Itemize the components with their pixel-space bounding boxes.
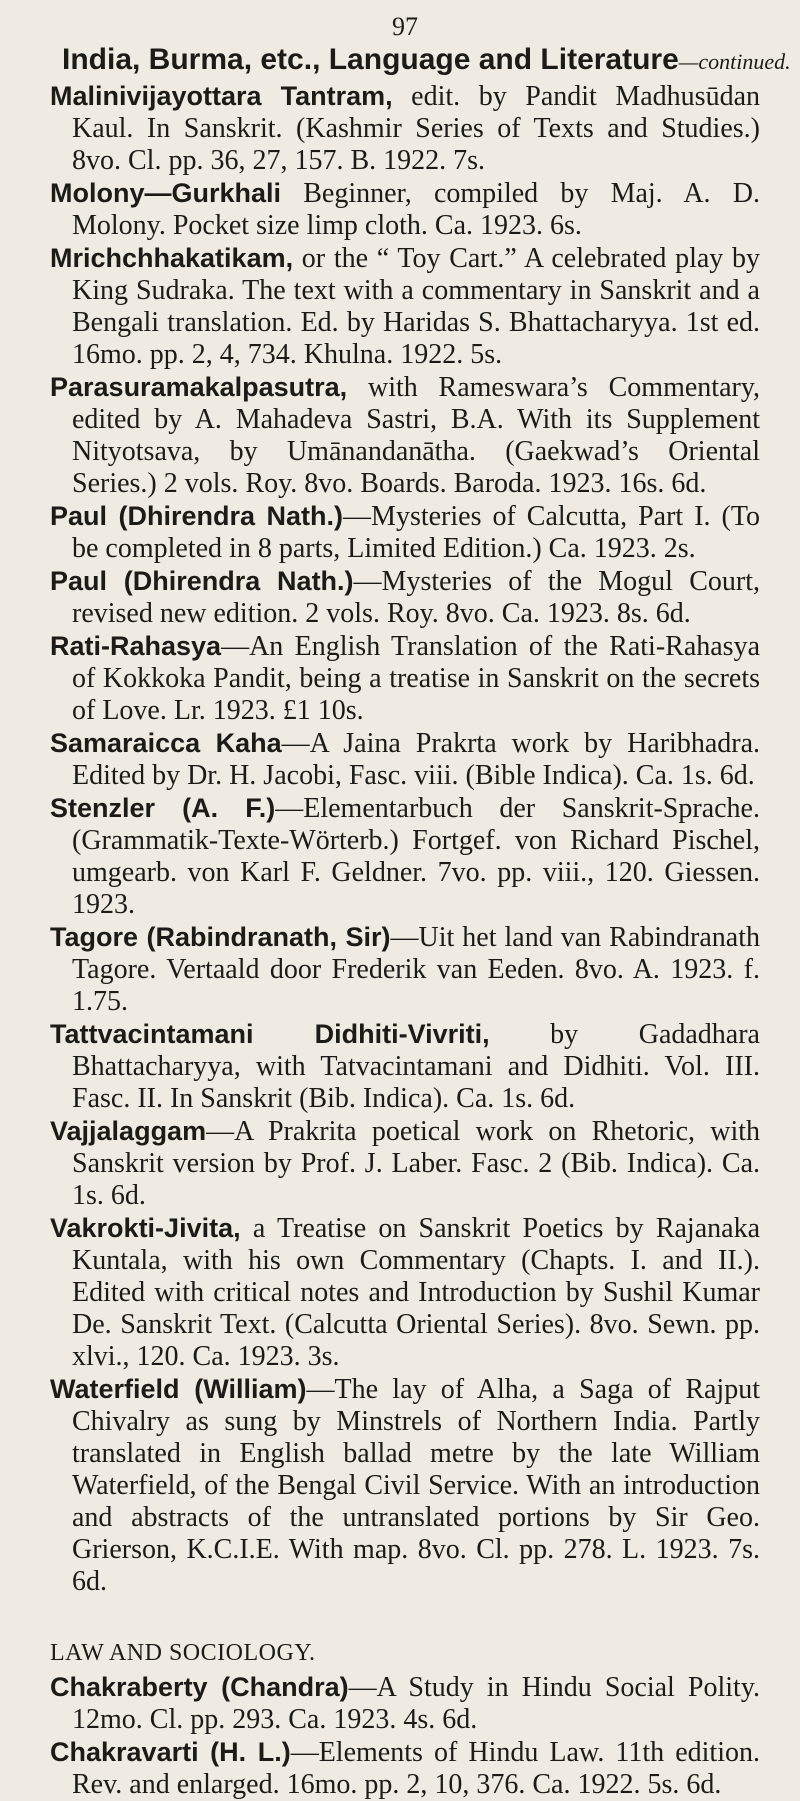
catalogue-entry bbox=[50, 242, 760, 371]
entry-description: by Gadadhara Bhattacharyya, with Tatvacintamani and Didhiti. Vol. III. Fasc. II. In Sanskrit (Bib. Indica). Ca. 1s. 6d. bbox=[72, 1019, 760, 1114]
entry-description: —A Jaina Prakrta work by Haribhadra. Edited by Dr. H. Jacobi, Fasc. viii. (Bible Indica). Ca. 1s. 6d. bbox=[72, 728, 760, 791]
catalogue-entry bbox=[50, 371, 760, 500]
catalogue-entry bbox=[50, 1018, 760, 1115]
entry-heading: Samaraicca Kaha bbox=[50, 728, 282, 758]
entry-heading: Malinivijayottara Tantram, bbox=[50, 81, 393, 111]
catalogue-entry bbox=[50, 921, 760, 1018]
running-head-title: India, Burma, etc., Language and Literature bbox=[62, 43, 679, 76]
entry-heading: Vajjalaggam bbox=[50, 1116, 207, 1146]
entry-description: —Mysteries of Calcutta, Part I. (To be completed in 8 parts, Limited Edition.) Ca. 1923. 2s. bbox=[72, 501, 761, 564]
entry-heading: Stenzler (A. F.) bbox=[50, 793, 276, 823]
entry-description: or the “ Toy Cart.” A celebrated play by King Sudraka. The text with a commentary in Sanskrit and a Bengali translation. Ed. by Haridas S. Bhattacharyya. 1st ed. 16mo. pp. 2, 4, 734. Khulna. 1922. 5s. bbox=[72, 243, 760, 370]
entry-heading: Paul (Dhirendra Nath.) bbox=[50, 566, 354, 596]
entry-heading: Paul (Dhirendra Nath.) bbox=[50, 501, 344, 531]
entry-heading: Chakravarti (H. L.) bbox=[50, 1737, 291, 1767]
entry-heading: Mrichchhakatikam, bbox=[50, 243, 294, 273]
catalogue-entry bbox=[50, 792, 760, 921]
entry-description: —Elements of Hindu Law. 11th edition. Rev. and enlarged. 16mo. pp. 2, 10, 376. Ca. 1922. 5s. 6d. bbox=[72, 1737, 760, 1800]
entry-description: —An English Translation of the Rati-Rahasya of Kokkoka Pandit, being a treatise in Sanskrit on the secrets of Love. Lr. 1923. £1 10s. bbox=[72, 631, 760, 726]
entry-heading: Waterfield (William) bbox=[50, 1374, 307, 1404]
page-number: 97 bbox=[392, 12, 418, 41]
entry-heading: Chakraberty (Chandra) bbox=[50, 1672, 349, 1702]
entry-list bbox=[50, 80, 760, 1598]
entry-description: —The lay of Alha, a Saga of Rajput Chivalry as sung by Minstrels of Northern India. Partly translated in English ballad metre by the late William Waterfield, of the Bengal Civil Service. With an introduction and abstracts of the untranslated portions by Sir Geo. Grierson, K.C.I.E. With map. 8vo. Cl. pp. 278. L. 1923. 7s. 6d. bbox=[72, 1374, 760, 1597]
entry-heading: Tagore (Rabindranath, Sir) bbox=[50, 922, 391, 952]
catalogue-entry bbox=[50, 1115, 760, 1212]
running-head bbox=[62, 42, 791, 80]
entry-description: with Rameswara’s Commentary, edited by A. Mahadeva Sastri, B.A. With its Supplement Nityotsava, by Umānandanātha. (Gaekwad’s Oriental Series.) 2 vols. Roy. 8vo. Boards. Baroda. 1923. 16s. 6d. bbox=[72, 372, 760, 499]
catalogue-entry bbox=[50, 1212, 760, 1373]
entry-description: a Treatise on Sanskrit Poetics by Rajanaka Kuntala, with his own Commentary (Chapts. I. and II.). Edited with critical notes and Introduction by Sushil Kumar De. Sanskrit Text. (Calcutta Oriental Series). 8vo. Sewn. pp. xlvi., 120. Ca. 1923. 3s. bbox=[72, 1213, 760, 1372]
running-head-continued: —continued. bbox=[678, 49, 791, 74]
catalogue-entry bbox=[50, 1736, 760, 1801]
catalogue-entry bbox=[50, 80, 760, 177]
entry-heading: Parasuramakalpasutra, bbox=[50, 372, 348, 402]
entry-heading: Vakrokti-Jivita, bbox=[50, 1213, 241, 1243]
entry-description: —Elementarbuch der Sanskrit-Sprache. (Grammatik-Texte-Wörterb.) Fortgef. von Richard Pischel, umgearb. von Karl F. Geldner. 7vo. pp. viii., 120. Giessen. 1923. bbox=[72, 793, 760, 920]
catalogue-entry bbox=[50, 1671, 760, 1736]
catalogue-entry bbox=[50, 727, 760, 792]
catalogue-entry bbox=[50, 1373, 760, 1598]
catalogue-entry bbox=[50, 500, 760, 565]
entry-description: —Uit het land van Rabindranath Tagore. Vertaald door Frederik van Eeden. 8vo. A. 1923. f. 1.75. bbox=[72, 922, 760, 1017]
entry-description: —A Study in Hindu Social Polity. 12mo. Cl. pp. 293. Ca. 1923. 4s. 6d. bbox=[72, 1672, 760, 1735]
entry-description: Beginner, compiled by Maj. A. D. Molony. Pocket size limp cloth. Ca. 1923. 6s. bbox=[72, 178, 760, 241]
section-title: LAW AND SOCIOLOGY. bbox=[50, 1640, 316, 1666]
entry-heading: Molony—Gurkhali bbox=[50, 178, 282, 208]
catalogue-entry bbox=[50, 177, 760, 242]
law-entry-list bbox=[50, 1671, 760, 1801]
entry-description: —A Prakrita poetical work on Rhetoric, with Sanskrit version by Prof. J. Laber. Fasc. 2 (Bib. Indica). Ca. 1s. 6d. bbox=[72, 1116, 760, 1211]
entry-description: edit. by Pandit Madhusūdan Kaul. In Sanskrit. (Kashmir Series of Texts and Studies.) 8vo. Cl. pp. 36, 27, 157. B. 1922. 7s. bbox=[72, 81, 760, 176]
catalogue-entry bbox=[50, 565, 760, 630]
catalogue-entry bbox=[50, 630, 760, 727]
entry-heading: Rati-Rahasya bbox=[50, 631, 222, 661]
entry-heading: Tattvacintamani Didhiti-Vivriti, bbox=[50, 1019, 490, 1049]
entry-description: —Mysteries of the Mogul Court, revised new edition. 2 vols. Roy. 8vo. Ca. 1923. 8s. 6d. bbox=[72, 566, 760, 629]
